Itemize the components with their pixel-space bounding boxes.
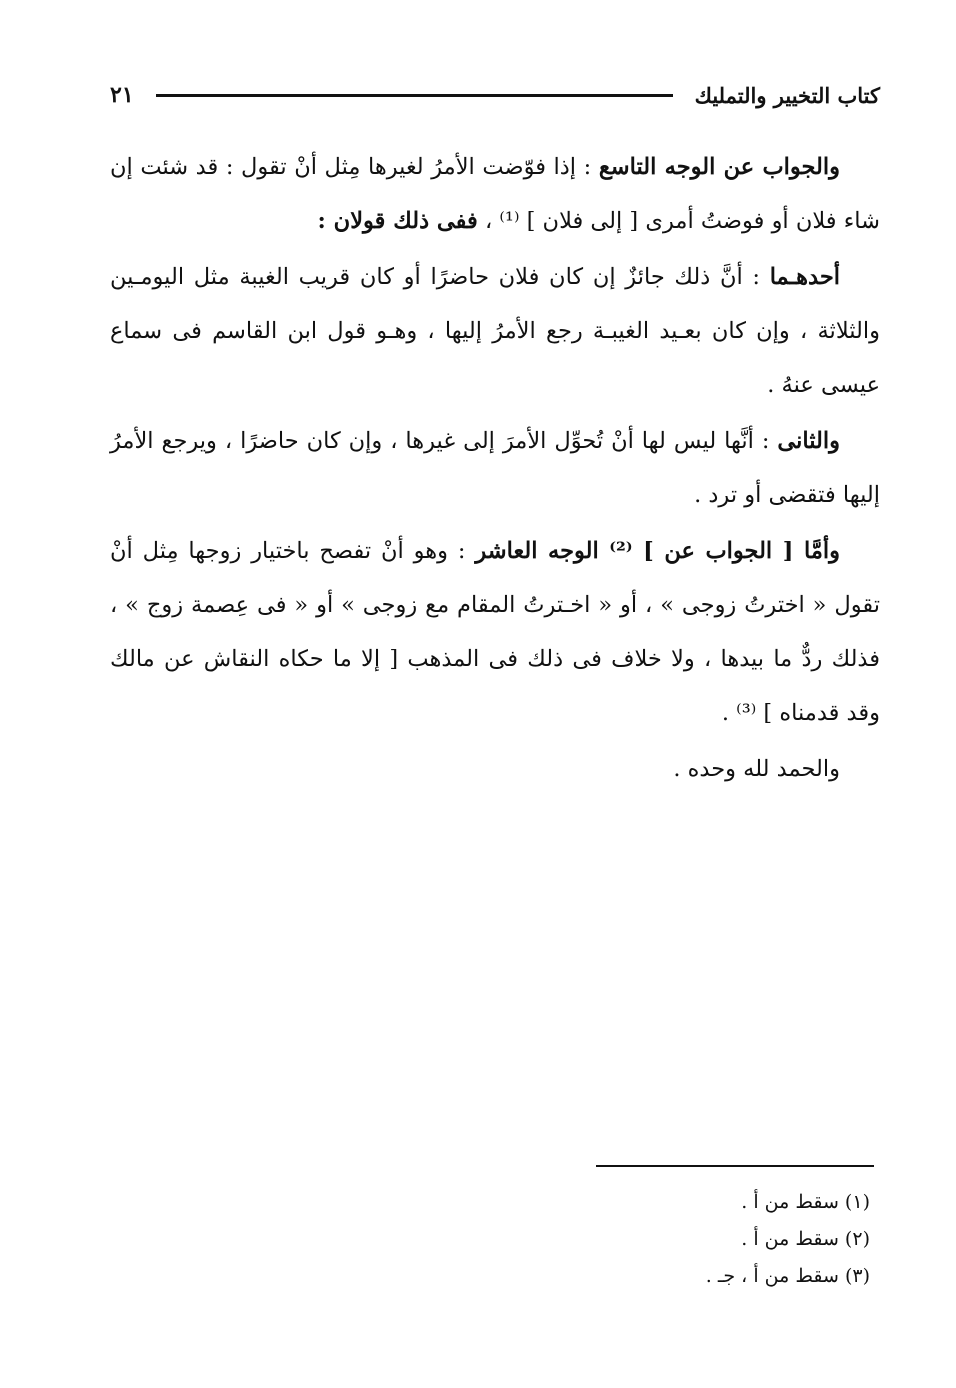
closing-line: والحمد لله وحده .: [673, 756, 840, 782]
paragraph-tail: ففى ذلك قولان :: [317, 208, 478, 234]
paragraph-lead: والجواب عن الوجه التاسع: [598, 154, 840, 180]
paragraph-text: : أنَّ ذلك جائزٌ إن كان فلان حاضرًا أو كان قريب الغيبة مثل اليومـين والثلاثة ، وإن كان بعـيد الغيبـة رجع الأمرُ إليها ، وهـو قول ابن القاسم فى سماع عيسى عنهُ .: [110, 264, 880, 398]
footnote-rule: [596, 1165, 874, 1167]
paragraph-text: : إذا فوّضت الأمرُ لغيرها مِثل أنْ تقول : قد شئت إن شاء فلان أو فوضتُ أمرى [ إلى فلان ] ⁽¹⁾ ،: [110, 154, 880, 234]
paragraph-tenth-answer: [110, 524, 880, 740]
paragraph-text: : أنَّها ليس لها أنْ تُحوِّل الأمرَ إلى غيرها ، وإن كان حاضرًا ، ويرجع الأمرُ إليها فتقضى أو ترد .: [110, 428, 880, 508]
page-number: ٢١: [110, 82, 134, 108]
paragraph-second-opinion: [110, 414, 880, 522]
paragraph-lead: أحدهـما: [769, 264, 840, 290]
paragraph-lead: وأمَّا [ الجواب عن ] ⁽²⁾ الوجه العاشر: [475, 538, 840, 564]
footnote-1: (١) سقط من أ .: [741, 1191, 870, 1213]
paragraph-text: : وهو أنْ تفصح باختيار زوجها مِثل أنْ تقول « اخترتُ زوجى » ، أو « اخـترتُ المقام مع زوجى » أو « فى عِصمة زوج » ، فذلك ردٌّ ما بيدها ، ولا خلاف فى ذلك فى المذهب [ إلا ما حكاه النقاش عن مالك وقد قدمناه ] ⁽³⁾ .: [110, 538, 880, 726]
main-text: [110, 140, 880, 798]
running-header: [110, 78, 880, 112]
footnote-2: (٢) سقط من أ .: [741, 1228, 870, 1250]
paragraph-lead: والثانى: [777, 428, 840, 454]
paragraph-ninth-answer: [110, 140, 880, 248]
paragraph-first-opinion: [110, 250, 880, 412]
footnote-3: (٣) سقط من أ ، جـ .: [705, 1265, 870, 1287]
book-title: كتاب التخيير والتمليك: [694, 82, 880, 108]
footnotes: [560, 1184, 870, 1295]
header-rule: [156, 94, 673, 97]
